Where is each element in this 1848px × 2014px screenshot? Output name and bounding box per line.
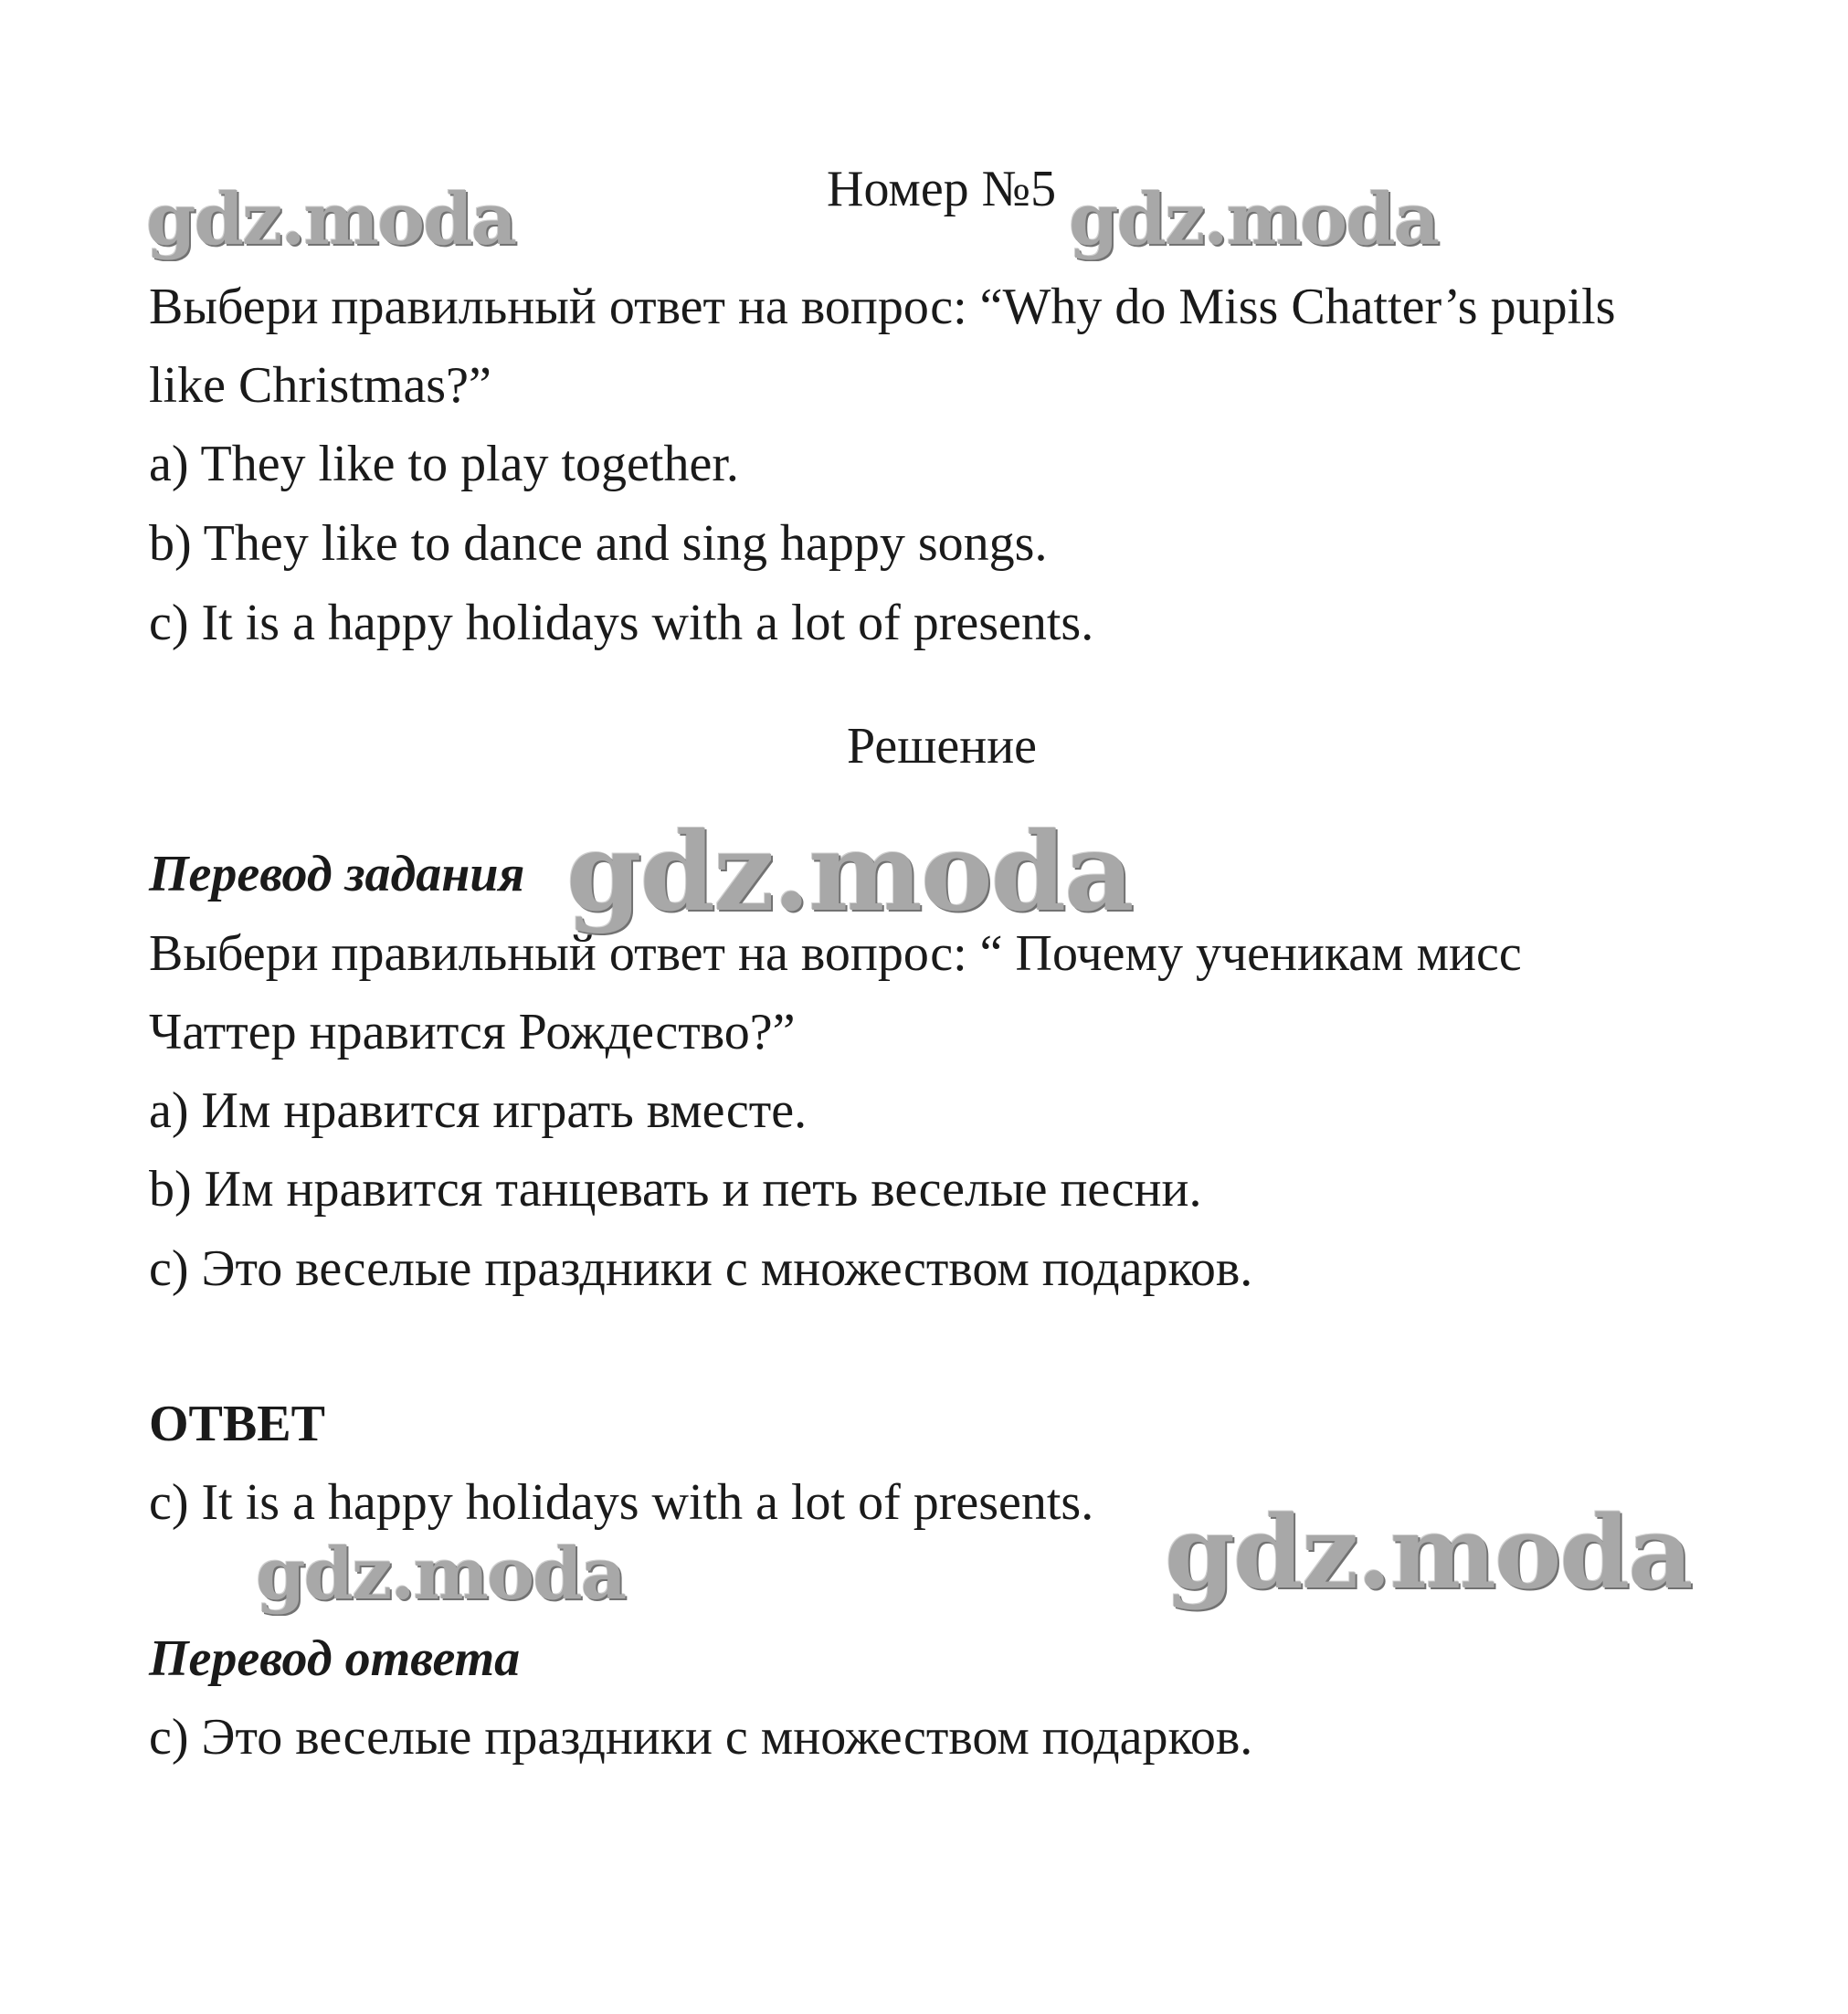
- translation-question-line-1: Выбери правильный ответ на вопрос: “ Почему ученикам мисс: [149, 925, 1522, 982]
- translation-heading: Перевод задания: [149, 846, 525, 902]
- task-option-c: c) It is a happy holidays with a lot of presents.: [149, 595, 1094, 651]
- watermark-bottom-left: gdz.moda: [256, 1533, 626, 1616]
- watermark-bottom-right: gdz.moda: [1165, 1493, 1692, 1611]
- task-option-a: a) They like to play together.: [149, 436, 739, 492]
- answer-text: c) It is a happy holidays with a lot of presents.: [149, 1474, 1094, 1531]
- answer-translation-heading: Перевод ответа: [149, 1630, 521, 1687]
- task-option-b: b) They like to dance and sing happy songs.: [149, 515, 1048, 572]
- task-number-title: Номер №5: [827, 161, 1057, 217]
- watermark-top-right: gdz.moda: [1069, 178, 1439, 261]
- task-question-line-2: like Christmas?”: [149, 357, 491, 414]
- task-question-line-1: Выбери правильный ответ на вопрос: “Why do Miss Chatter’s pupils: [149, 279, 1616, 335]
- solution-heading: Решение: [847, 718, 1038, 775]
- answer-heading: ОТВЕТ: [149, 1396, 325, 1452]
- translation-option-b: b) Им нравится танцевать и петь веселые песни.: [149, 1161, 1202, 1218]
- translation-option-c: c) Это веселые праздники с множеством подарков.: [149, 1240, 1253, 1297]
- watermark-top-left: gdz.moda: [146, 178, 516, 261]
- answer-translation-text: c) Это веселые праздники с множеством подарков.: [149, 1709, 1253, 1766]
- translation-question-line-2: Чаттер нравится Рождество?”: [149, 1004, 796, 1060]
- translation-option-a: a) Им нравится играть вместе.: [149, 1082, 808, 1139]
- watermark-middle: gdz.moda: [566, 808, 1133, 935]
